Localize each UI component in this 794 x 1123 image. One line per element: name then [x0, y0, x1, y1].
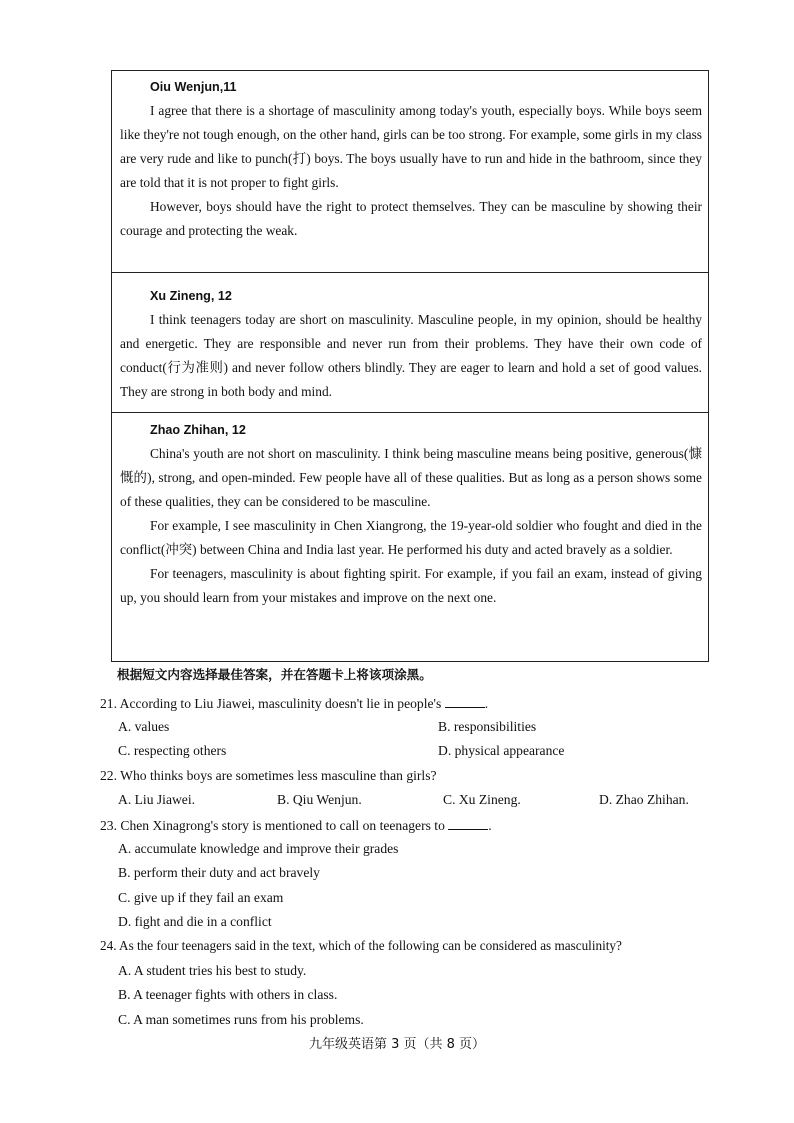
author-name: Xu Zineng, 12: [150, 289, 232, 303]
option-a[interactable]: A. accumulate knowledge and improve their grades: [118, 841, 399, 856]
answer-blank: [445, 693, 485, 708]
answer-blank: [448, 815, 488, 830]
option-b[interactable]: B. perform their duty and act bravely: [118, 865, 320, 880]
option-c[interactable]: C. give up if they fail an exam: [118, 890, 284, 905]
page-footer: 九年级英语第 3 页（共 8 页）: [308, 1037, 486, 1052]
paragraph: For example, I see masculinity in Chen Xiangrong, the 19-year-old soldier who fought and died in the conflict(冲突) between China and India last year. He performed his duty and acted bravely as a soldier.: [120, 518, 702, 557]
author-name: Oiu Wenjun,11: [150, 80, 237, 94]
option-c[interactable]: C. A man sometimes runs from his problems.: [118, 1012, 364, 1027]
option-d[interactable]: D. Zhao Zhihan.: [599, 792, 689, 807]
question-24: 24. As the four teenagers said in the text, which of the following can be considered as masculinity?: [100, 938, 622, 953]
passage-section-2: [112, 272, 708, 412]
option-b[interactable]: B. responsibilities: [438, 719, 537, 734]
option-a[interactable]: A. values: [118, 719, 170, 734]
passage-section-1: [112, 71, 708, 272]
option-d[interactable]: D. physical appearance: [438, 743, 565, 758]
option-a[interactable]: A. Liu Jiawei.: [118, 792, 196, 807]
question-22: 22. Who thinks boys are sometimes less masculine than girls?: [100, 768, 437, 783]
author-name: Zhao Zhihan, 12: [150, 423, 246, 437]
question-23: 23. Chen Xinagrong's story is mentioned to call on teenagers to .: [100, 815, 492, 836]
option-c[interactable]: C. respecting others: [118, 743, 227, 758]
paragraph: China's youth are not short on masculinity. I think being masculine means being positive, generous(慷慨的), strong, and open-minded. Few people have all of these qualities. But as long as a person shows some of these qualities, they can be considered to be masculine.: [120, 446, 702, 509]
question-21: 21. According to Liu Jiawei, masculinity doesn't lie in people's .: [100, 693, 488, 714]
paragraph: For teenagers, masculinity is about fighting spirit. For example, if you fail an exam, instead of giving up, you should learn from your mistakes and improve on the next one.: [120, 566, 702, 605]
option-b[interactable]: B. Qiu Wenjun.: [277, 792, 362, 807]
passage-section-3: [112, 412, 708, 663]
option-b[interactable]: B. A teenager fights with others in class.: [118, 987, 338, 1002]
instruction: 根据短文内容选择最佳答案，并在答题卡上将该项涂黑。: [117, 667, 432, 682]
passage-box: [111, 70, 709, 662]
option-d[interactable]: D. fight and die in a conflict: [118, 914, 272, 929]
paragraph: However, boys should have the right to protect themselves. They can be masculine by showing their courage and protecting the weak.: [120, 199, 702, 238]
paragraph: I think teenagers today are short on masculinity. Masculine people, in my opinion, should be healthy and energetic. They are responsible and never run from their problems. They have their own code of conduct(行为准则) and never follow others blindly. They are eager to learn and hold a set of good values. They are strong in both body and mind.: [120, 312, 702, 399]
option-c[interactable]: C. Xu Zineng.: [443, 792, 521, 807]
option-a[interactable]: A. A student tries his best to study.: [118, 963, 307, 978]
paragraph: I agree that there is a shortage of masculinity among today's youth, especially boys. While boys seem like they're not tough enough, on the other hand, girls can be too strong. For example, some girls in my class are very rude and like to punch(打) boys. The boys usually have to run and hide in the bathroom, since they are told that it is not proper to fight girls.: [120, 103, 702, 190]
